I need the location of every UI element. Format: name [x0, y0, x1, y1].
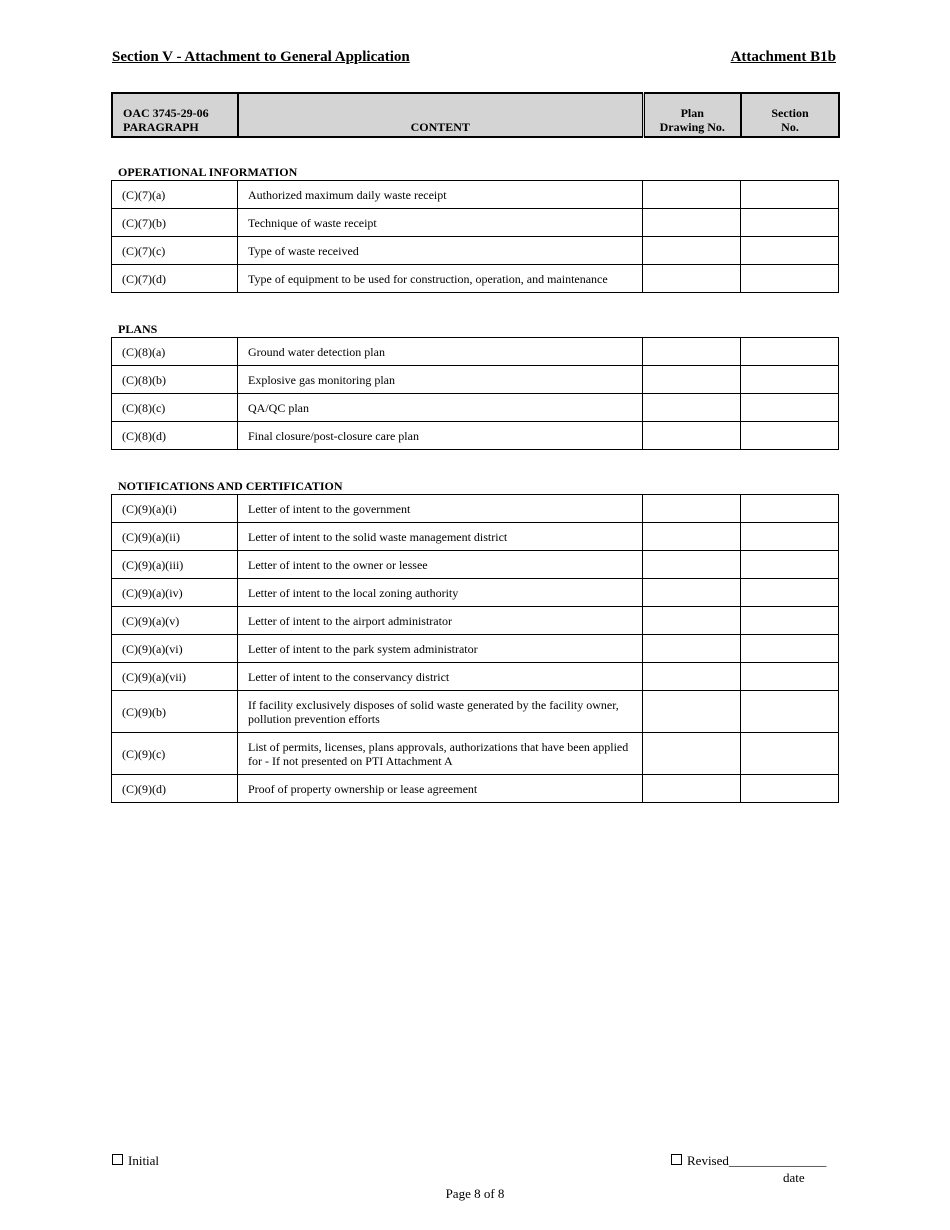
plan-drawing-cell[interactable]	[643, 394, 741, 422]
plan-drawing-cell[interactable]	[643, 366, 741, 394]
content-cell: Explosive gas monitoring plan	[238, 366, 643, 394]
section-no-cell[interactable]	[741, 691, 839, 733]
content-cell: List of permits, licenses, plans approvals, authorizations that have been applied for - If not presented on PTI Attachment A	[238, 733, 643, 775]
section-no-cell[interactable]	[741, 775, 839, 803]
plan-drawing-cell[interactable]	[643, 495, 741, 523]
table-row	[112, 338, 839, 366]
paragraph-cell: (C)(9)(c)	[112, 733, 238, 775]
section-no-cell[interactable]	[741, 338, 839, 366]
plan-drawing-cell[interactable]	[643, 422, 741, 450]
content-cell: QA/QC plan	[238, 394, 643, 422]
section-no-cell[interactable]	[741, 181, 839, 209]
paragraph-cell: (C)(9)(a)(i)	[112, 495, 238, 523]
section-title: Section V - Attachment to General Application	[112, 49, 410, 65]
checkbox-icon[interactable]	[671, 1154, 682, 1165]
plan-drawing-cell[interactable]	[643, 579, 741, 607]
table-row	[112, 733, 839, 775]
section-no-cell[interactable]	[741, 495, 839, 523]
plan-drawing-cell[interactable]	[643, 551, 741, 579]
paragraph-cell: (C)(7)(d)	[112, 265, 238, 293]
content-cell: Letter of intent to the owner or lessee	[238, 551, 643, 579]
content-cell: Proof of property ownership or lease agreement	[238, 775, 643, 803]
date-label: date	[783, 1170, 805, 1185]
paragraph-cell: (C)(8)(d)	[112, 422, 238, 450]
content-cell: Letter of intent to the solid waste management district	[238, 523, 643, 551]
attachment-title: Attachment B1b	[730, 49, 836, 65]
section-no-cell[interactable]	[741, 209, 839, 237]
table-row	[112, 551, 839, 579]
section-no-cell[interactable]	[741, 635, 839, 663]
paragraph-cell: (C)(9)(a)(v)	[112, 607, 238, 635]
table-row	[112, 237, 839, 265]
plan-drawing-column-header: Plan Drawing No.	[643, 93, 741, 137]
notifications-table	[111, 494, 839, 803]
table-row	[112, 394, 839, 422]
paragraph-cell: (C)(7)(c)	[112, 237, 238, 265]
content-cell: Final closure/post-closure care plan	[238, 422, 643, 450]
table-row	[112, 607, 839, 635]
content-cell: Letter of intent to the local zoning authority	[238, 579, 643, 607]
section-no-cell[interactable]	[741, 733, 839, 775]
table-row	[112, 495, 839, 523]
paragraph-cell: (C)(9)(d)	[112, 775, 238, 803]
content-cell: Ground water detection plan	[238, 338, 643, 366]
initial-label: Initial	[128, 1153, 160, 1168]
initial-checkbox[interactable]	[112, 1153, 159, 1169]
plan-drawing-cell[interactable]	[643, 338, 741, 366]
table-row	[112, 523, 839, 551]
section-no-cell[interactable]	[741, 237, 839, 265]
section-no-cell[interactable]	[741, 265, 839, 293]
section-no-cell[interactable]	[741, 551, 839, 579]
plan-drawing-cell[interactable]	[643, 209, 741, 237]
plan-drawing-cell[interactable]	[643, 691, 741, 733]
section-no-cell[interactable]	[741, 366, 839, 394]
paragraph-cell: (C)(9)(a)(iii)	[112, 551, 238, 579]
table-row	[112, 635, 839, 663]
paragraph-cell: (C)(9)(a)(iv)	[112, 579, 238, 607]
paragraph-cell: (C)(9)(a)(vii)	[112, 663, 238, 691]
section-no-cell[interactable]	[741, 422, 839, 450]
plans-table	[111, 337, 839, 450]
section-no-cell[interactable]	[741, 607, 839, 635]
section-no-column-header: Section No.	[741, 93, 839, 137]
plan-drawing-cell[interactable]	[643, 265, 741, 293]
content-cell: Letter of intent to the conservancy district	[238, 663, 643, 691]
section-no-cell[interactable]	[741, 394, 839, 422]
operational-table	[111, 180, 839, 293]
content-cell: Authorized maximum daily waste receipt	[238, 181, 643, 209]
content-cell: Letter of intent to the airport administrator	[238, 607, 643, 635]
section-no-cell[interactable]	[741, 523, 839, 551]
section-heading-plans: PLANS	[118, 322, 158, 336]
column-header-table	[111, 92, 840, 138]
paragraph-cell: (C)(9)(a)(vi)	[112, 635, 238, 663]
plan-drawing-cell[interactable]	[643, 775, 741, 803]
table-row	[112, 265, 839, 293]
content-cell: If facility exclusively disposes of solid waste generated by the facility owner, pollution prevention efforts	[238, 691, 643, 733]
paragraph-cell: (C)(9)(b)	[112, 691, 238, 733]
content-cell: Technique of waste receipt	[238, 209, 643, 237]
revised-label: Revised_______________	[687, 1153, 827, 1168]
section-no-cell[interactable]	[741, 579, 839, 607]
content-cell: Letter of intent to the government	[238, 495, 643, 523]
table-row	[112, 181, 839, 209]
section-heading-notifications: NOTIFICATIONS AND CERTIFICATION	[118, 479, 343, 493]
paragraph-cell: (C)(7)(a)	[112, 181, 238, 209]
content-cell: Type of waste received	[238, 237, 643, 265]
plan-drawing-cell[interactable]	[643, 237, 741, 265]
section-heading-operational: OPERATIONAL INFORMATION	[118, 165, 298, 179]
table-row	[112, 209, 839, 237]
plan-drawing-cell[interactable]	[643, 635, 741, 663]
plan-drawing-cell[interactable]	[643, 181, 741, 209]
table-row	[112, 691, 839, 733]
paragraph-cell: (C)(8)(b)	[112, 366, 238, 394]
content-column-header: CONTENT	[238, 93, 643, 137]
table-row	[112, 422, 839, 450]
section-no-cell[interactable]	[741, 663, 839, 691]
content-cell: Type of equipment to be used for construction, operation, and maintenance	[238, 265, 643, 293]
plan-drawing-cell[interactable]	[643, 607, 741, 635]
paragraph-cell: (C)(8)(a)	[112, 338, 238, 366]
checkbox-icon[interactable]	[112, 1154, 123, 1165]
table-row	[112, 579, 839, 607]
paragraph-column-header: OAC 3745-29-06 PARAGRAPH	[112, 93, 238, 137]
table-row	[112, 663, 839, 691]
table-row	[112, 775, 839, 803]
content-cell: Letter of intent to the park system administrator	[238, 635, 643, 663]
page-number: Page 8 of 8	[445, 1186, 505, 1201]
plan-drawing-cell[interactable]	[643, 523, 741, 551]
plan-drawing-cell[interactable]	[643, 663, 741, 691]
paragraph-cell: (C)(8)(c)	[112, 394, 238, 422]
paragraph-cell: (C)(9)(a)(ii)	[112, 523, 238, 551]
plan-drawing-cell[interactable]	[643, 733, 741, 775]
table-row	[112, 366, 839, 394]
paragraph-cell: (C)(7)(b)	[112, 209, 238, 237]
revised-checkbox[interactable]	[671, 1153, 826, 1169]
